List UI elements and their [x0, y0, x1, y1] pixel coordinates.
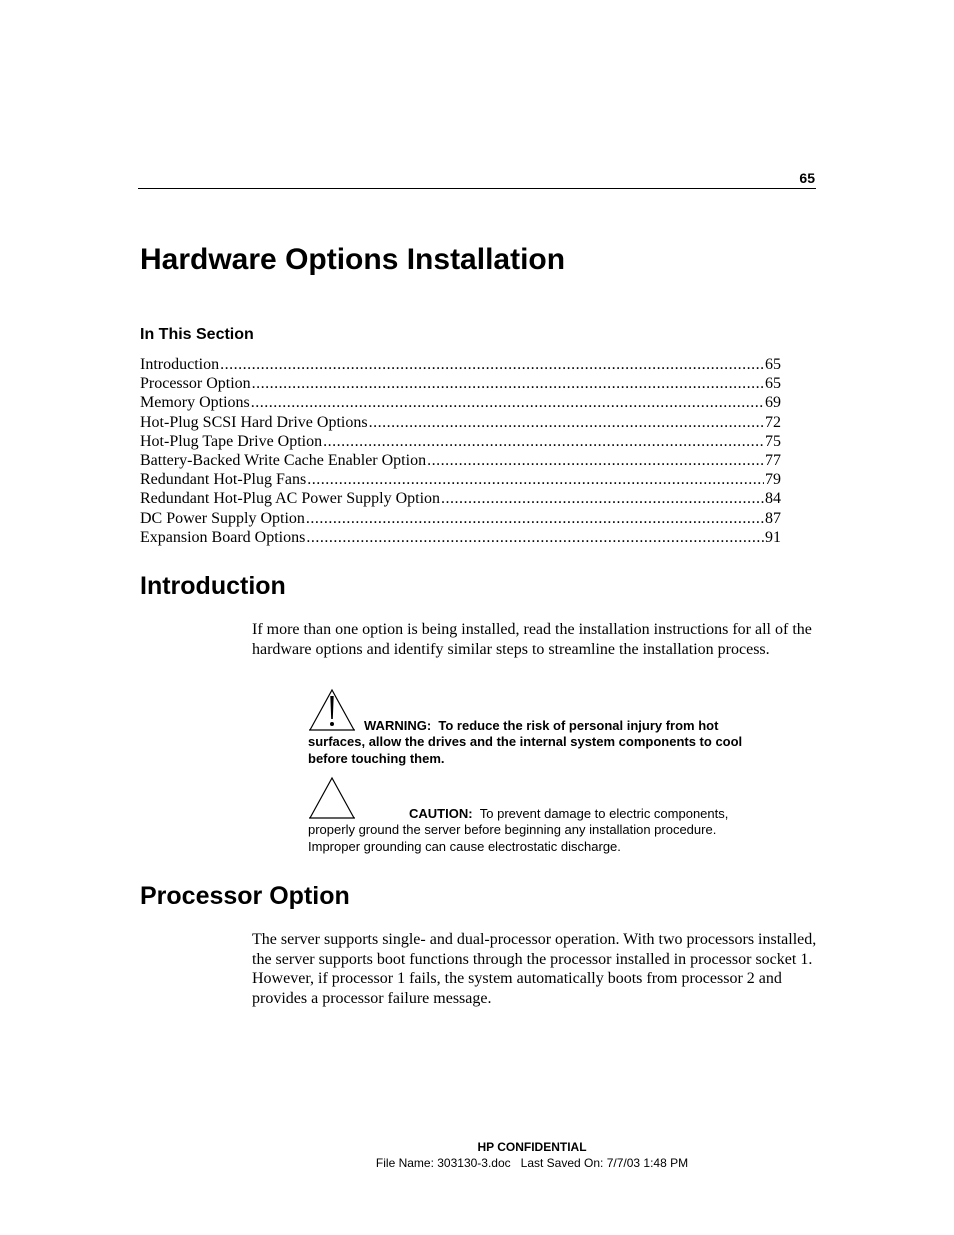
toc-entry-label: Redundant Hot-Plug Fans: [140, 471, 307, 489]
toc-entry-label: Battery-Backed Write Cache Enabler Option: [140, 451, 427, 469]
toc-leader-dots: [306, 509, 764, 528]
toc-list: [140, 355, 781, 547]
toc-entry-expansion-board[interactable]: [140, 528, 781, 547]
processor-option-paragraph: The server supports single- and dual-processor operation. With two processors installed, the server supports boot functions through the processor installed in processor socket 1. However, if processor 1 fails, the system automatically boots from processor 2 and provides a processor failure message.: [252, 931, 817, 1007]
toc-leader-dots: [220, 355, 764, 374]
caution-notice: [308, 776, 768, 855]
toc-entry-page: 65: [765, 375, 781, 393]
caution-triangle-icon: [308, 776, 356, 820]
toc-entry-label: Expansion Board Options: [140, 528, 306, 546]
toc-leader-dots: [251, 393, 764, 412]
toc-leader-dots: [252, 374, 764, 393]
toc-entry-hot-plug-scsi[interactable]: [140, 413, 781, 432]
introduction-heading: Introduction: [140, 572, 286, 600]
toc-entry-label: DC Power Supply Option: [140, 509, 305, 527]
toc-entry-introduction[interactable]: [140, 355, 781, 374]
caution-label: CAUTION:: [409, 806, 473, 821]
toc-entry-page: 79: [765, 471, 781, 489]
toc-entry-label: Redundant Hot-Plug AC Power Supply Option: [140, 490, 441, 508]
caution-first-line: To prevent damage to electric components,: [479, 806, 729, 821]
caution-text: properly ground the server before beginning any installation procedure. Improper grounding can cause electrostatic discharge.: [308, 822, 717, 854]
toc-entry-page: 69: [765, 394, 781, 412]
toc-leader-dots: [307, 470, 764, 489]
toc-heading: In This Section: [140, 326, 254, 343]
footer-file-info: File Name: 303130-3.doc Last Saved On: 7/7/03 1:48 PM: [375, 1156, 689, 1170]
toc-leader-dots: [427, 451, 764, 470]
warning-notice: [308, 688, 768, 767]
toc-entry-page: 75: [765, 432, 781, 450]
toc-entry-hot-plug-tape[interactable]: [140, 432, 781, 451]
toc-entry-ac-power-supply[interactable]: [140, 489, 781, 508]
toc-entry-label: Hot-Plug SCSI Hard Drive Options: [140, 413, 368, 431]
toc-leader-dots: [441, 489, 764, 508]
toc-entry-page: 72: [765, 413, 781, 431]
page-number: 65: [799, 170, 815, 186]
header-rule: [138, 188, 816, 189]
toc-entry-label: Processor Option: [140, 375, 251, 393]
chapter-title: Hardware Options Installation: [140, 243, 566, 276]
toc-entry-page: 84: [765, 490, 781, 508]
toc-leader-dots: [369, 413, 764, 432]
toc-entry-label: Hot-Plug Tape Drive Option: [140, 432, 323, 450]
processor-option-heading: Processor Option: [140, 882, 350, 910]
toc-leader-dots: [323, 432, 764, 451]
warning-first-line: To reduce the risk of personal injury from hot: [438, 718, 719, 733]
warning-label: WARNING:: [364, 718, 432, 733]
toc-entry-page: 77: [765, 451, 781, 469]
toc-entry-redundant-fans[interactable]: [140, 470, 781, 489]
toc-entry-bbwc-enabler[interactable]: [140, 451, 781, 470]
toc-entry-page: 87: [765, 509, 781, 527]
warning-text: surfaces, allow the drives and the internal system components to cool before touching them.: [308, 734, 743, 766]
toc-entry-processor-option[interactable]: [140, 374, 781, 393]
toc-entry-label: Introduction: [140, 356, 220, 373]
introduction-paragraph: If more than one option is being installed, read the installation instructions for all of the hardware options and identify similar steps to streamline the installation process.: [252, 621, 812, 658]
toc-leader-dots: [306, 528, 764, 547]
toc-entry-dc-power-supply[interactable]: [140, 509, 781, 528]
toc-entry-memory-options[interactable]: [140, 393, 781, 412]
toc-entry-page: 65: [765, 356, 781, 373]
toc-entry-page: 91: [765, 528, 781, 546]
footer-confidential: HP CONFIDENTIAL: [477, 1140, 587, 1154]
warning-exclamation-icon: [308, 688, 356, 732]
toc-entry-label: Memory Options: [140, 394, 250, 412]
